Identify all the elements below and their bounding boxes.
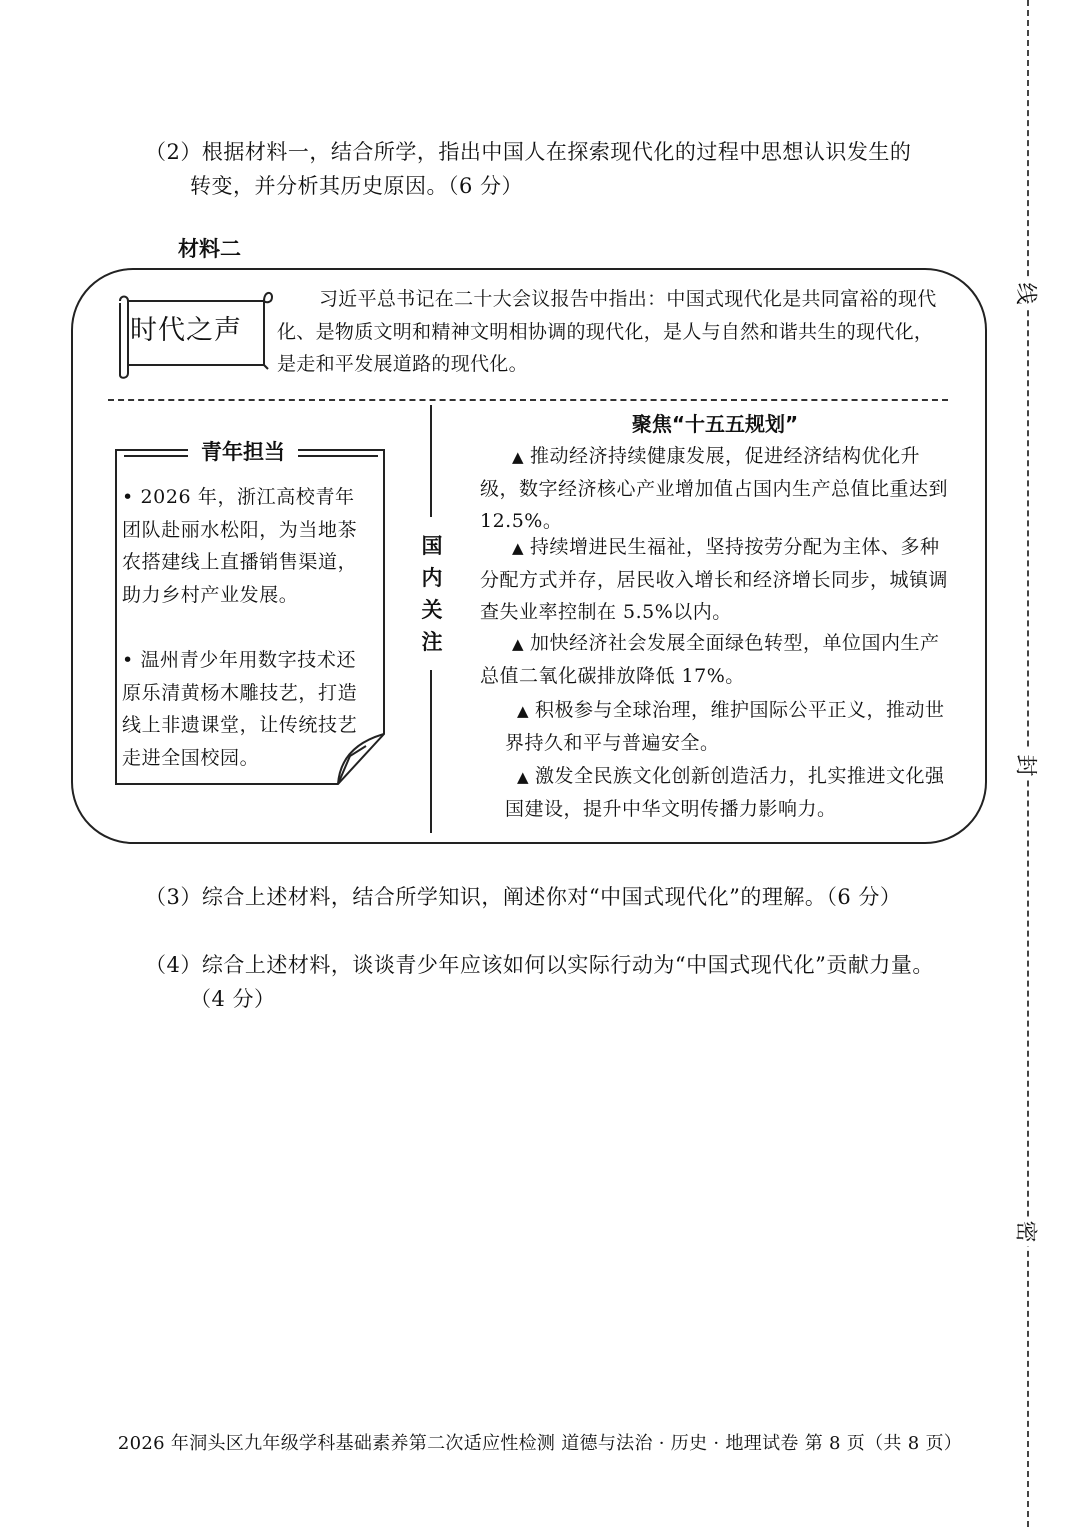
focus-item-text: 持续增进民生福祉，坚持按劳分配为主体、多种分配方式并存，居民收入增长和经济增长同步，城镇调查失业率控制在 5.5%以内。 bbox=[480, 536, 949, 623]
triangle-icon: ▲ bbox=[517, 768, 530, 786]
voice-title: 时代之声 bbox=[130, 315, 242, 346]
focus-item-text: 加快经济社会发展全面绿色转型，单位国内生产总值二氧化碳排放降低 17%。 bbox=[480, 632, 940, 687]
youth-item: • 温州青少年用数字技术还原乐清黄杨木雕技艺，打造线上非遗课堂，让传统技艺走进全国校园。 bbox=[122, 649, 358, 769]
triangle-icon: ▲ bbox=[512, 635, 525, 653]
youth-item: • 2026 年，浙江高校青年团队赴丽水松阳，为当地茶农搭建线上直播销售渠道，助力乡村产业发展。 bbox=[122, 486, 358, 606]
question-4-line-2: （4 分） bbox=[190, 987, 276, 1011]
focus-item-text: 激发全民族文化创新创造活力，扎实推进文化强国建设，提升中华文明传播力影响力。 bbox=[505, 765, 945, 820]
binding-char: 线 bbox=[1012, 279, 1043, 309]
focus-item-text: 积极参与全球治理，维护国际公平正义，推动世界持久和平与普遍安全。 bbox=[505, 699, 945, 754]
domestic-label: 国内关注 bbox=[421, 534, 443, 654]
voice-text: 习近平总书记在二十大会议报告中指出：中国式现代化是共同富裕的现代化、是物质文明和精神文明相协调的现代化，是人与自然和谐共生的现代化，是走和平发展道路的现代化。 bbox=[277, 288, 937, 375]
focus-item bbox=[505, 760, 945, 825]
focus-item bbox=[505, 694, 945, 759]
question-4-line-1: （4）综合上述材料，谈谈青少年应该如何以实际行动为“中国式现代化”贡献力量。 bbox=[145, 953, 934, 977]
question-2-line-1: （2）根据材料一，结合所学，指出中国人在探索现代化的过程中思想认识发生的 bbox=[145, 140, 912, 164]
binding-char: 密 bbox=[1012, 1217, 1043, 1247]
focus-title: 聚焦“十五五规划” bbox=[631, 412, 799, 436]
focus-item-text: 推动经济持续健康发展，促进经济结构优化升级，数字经济核心产业增加值占国内生产总值比重达到 12.5%。 bbox=[480, 445, 949, 532]
triangle-icon: ▲ bbox=[512, 448, 525, 466]
youth-title: 青年担当 bbox=[188, 436, 298, 466]
vertical-divider bbox=[430, 405, 432, 517]
question-2-line-2: 转变，并分析其历史原因。（6 分） bbox=[190, 174, 524, 198]
binding-char: 封 bbox=[1012, 751, 1043, 781]
question-2 bbox=[145, 135, 925, 203]
triangle-icon: ▲ bbox=[512, 539, 525, 557]
vertical-divider bbox=[430, 670, 432, 833]
triangle-icon: ▲ bbox=[517, 702, 530, 720]
focus-item bbox=[480, 531, 950, 628]
page-footer: 2026 年洞头区九年级学科基础素养第二次适应性检测 道德与法治 · 历史 · 地理试卷 第 8 页（共 8 页） bbox=[117, 1433, 963, 1454]
section-divider bbox=[108, 399, 948, 401]
material-label: 材料二 bbox=[178, 237, 241, 261]
question-3: （3）综合上述材料，结合所学知识，阐述你对“中国式现代化”的理解。（6 分） bbox=[145, 885, 902, 909]
question-4 bbox=[145, 948, 955, 1016]
focus-item bbox=[480, 440, 950, 537]
focus-item bbox=[480, 627, 950, 692]
